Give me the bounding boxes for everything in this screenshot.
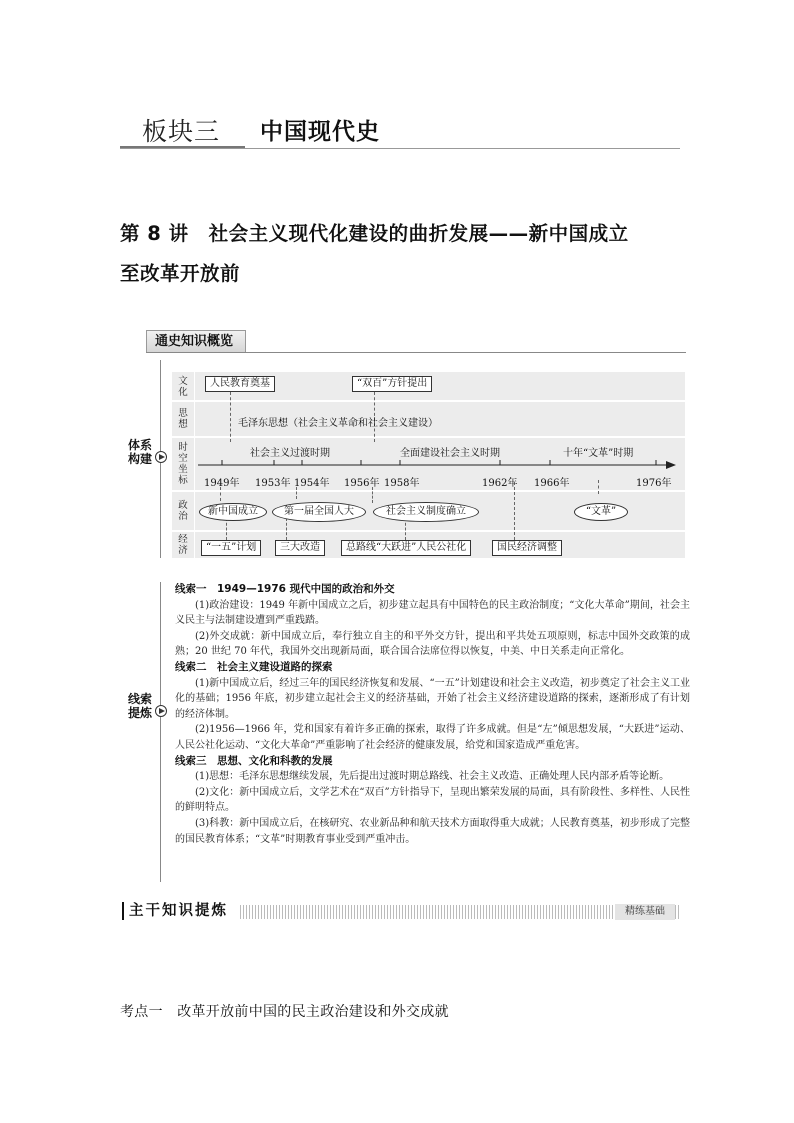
clue-heading: 线索三 思想、文化和科教的发展 bbox=[175, 754, 333, 767]
dash-sanda bbox=[286, 518, 287, 540]
play-icon bbox=[155, 705, 167, 717]
dash-1956 bbox=[372, 487, 373, 503]
row-label-culture: 文 化 bbox=[178, 376, 188, 398]
overview-side-label bbox=[126, 438, 154, 466]
year-1949: 1949年 bbox=[204, 478, 240, 489]
year-1956: 1956年 bbox=[344, 478, 380, 489]
dash-1949 bbox=[220, 487, 221, 501]
lecture-title bbox=[120, 214, 690, 294]
row-label-divider bbox=[194, 372, 195, 558]
play-icon bbox=[155, 451, 167, 463]
dash-1962 bbox=[514, 482, 515, 540]
culture-item-education: 人民教育奠基 bbox=[205, 376, 275, 392]
row-label-thought: 思 想 bbox=[178, 408, 188, 430]
year-1962: 1962年 bbox=[482, 478, 518, 489]
clues-side-label-2: 提炼 bbox=[127, 706, 152, 720]
dash-education bbox=[230, 392, 231, 442]
band-pattern bbox=[240, 905, 680, 919]
overview-side-label-1: 体系 bbox=[127, 438, 152, 452]
clues-side-line bbox=[160, 582, 161, 882]
dash-yiwu bbox=[226, 518, 227, 540]
timeline-axis bbox=[196, 458, 678, 472]
clues-list bbox=[175, 582, 690, 847]
clue-paragraph: (1)思想：毛泽东思想继续发展，先后提出过渡时期总路线、社会主义改造、正确处理人民内部矛盾等论断。 bbox=[195, 771, 670, 783]
clue-paragraph: (1)政治建设：1949 年新中国成立之后，初步建立起具有中国特色的民主政治制度；“文化大革命”期间，社会主义民主与法制建设遭到严重践踏。 bbox=[175, 599, 690, 627]
period-full-construction: 全面建设社会主义时期 bbox=[400, 448, 500, 459]
lecture-title-line1: 第 8 讲 社会主义现代化建设的曲折发展——新中国成立 bbox=[120, 222, 629, 245]
year-1958: 1958年 bbox=[384, 478, 420, 489]
row-label-timeline: 时 空 坐 标 bbox=[178, 442, 188, 486]
clue-paragraph: (2)外交成就：新中国成立后，奉行独立自主的和平外交方针，提出和平共处五项原则，标志中国外交政策的成熟；20 世纪 70 年代，我国外交出现新局面，联合国合法席位得以恢复，中美、中日关系走向正常化。 bbox=[175, 630, 690, 658]
point-heading: 考点一 改革开放前中国的民主政治建设和外交成就 bbox=[120, 1004, 449, 1020]
lecture-title-line2: 至改革开放前 bbox=[120, 262, 241, 285]
politics-founding: 新中国成立 bbox=[199, 503, 267, 521]
band-tag: 精练基础 bbox=[615, 904, 675, 920]
culture-item-shuangbai: “双百”方针提出 bbox=[352, 376, 432, 392]
period-transition: 社会主义过渡时期 bbox=[250, 448, 330, 459]
politics-socialism-established: 社会主义制度确立 bbox=[373, 502, 479, 522]
section-tab-label: 板块三 bbox=[142, 117, 221, 146]
timeline-arrow-head bbox=[666, 461, 676, 469]
row-label-economy: 经 济 bbox=[178, 534, 188, 556]
clue-heading: 线索一 1949—1976 现代中国的政治和外交 bbox=[175, 583, 395, 595]
band-title: 主干知识提炼 bbox=[122, 902, 228, 920]
clues-side-label-1: 线索 bbox=[127, 692, 152, 706]
economy-adjustment: 国民经济调整 bbox=[492, 540, 562, 556]
clue-paragraph: (2)1956—1966 年，党和国家有着许多正确的探索，取得了许多成就。但是“左”倾思想发展，“大跃进”运动、人民公社化运动、“文化大革命”严重影响了社会经济的健康发展，给党和国家造成严重危害。 bbox=[175, 724, 690, 751]
dash-wenge bbox=[598, 480, 599, 494]
politics-first-npc: 第一届全国人大 bbox=[272, 502, 366, 522]
economy-three-transformations: 三大改造 bbox=[275, 540, 325, 556]
overview-tab: 通史知识概览 bbox=[146, 330, 246, 352]
section-underline bbox=[120, 148, 680, 149]
section-tab bbox=[120, 112, 245, 148]
politics-wenge: “文革” bbox=[574, 503, 628, 521]
economy-great-leap: 总路线“大跃进”人民公社化 bbox=[341, 540, 471, 556]
year-1976: 1976年 bbox=[636, 478, 672, 489]
row-label-politics: 政 治 bbox=[178, 500, 188, 522]
period-wenge: 十年“文革”时期 bbox=[563, 448, 634, 459]
year-1953: 1953年 bbox=[255, 478, 291, 489]
year-1966: 1966年 bbox=[534, 478, 570, 489]
economy-first-five-year-plan: “一五”计划 bbox=[201, 540, 261, 556]
section-header bbox=[120, 112, 680, 152]
year-1954: 1954年 bbox=[294, 478, 330, 489]
clue-paragraph: (2)文化：新中国成立后，文学艺术在“双百”方针指导下，呈现出繁荣发展的局面，具有阶段性、多样性、人民性的鲜明特点。 bbox=[175, 786, 690, 814]
clues-side-label bbox=[126, 692, 154, 720]
clue-paragraph: (3)科教：新中国成立后，在核研究、农业新品种和航天技术方面取得重大成就；人民教育奠基，初步形成了完整的国民教育体系；“文革”时期教育事业受到严重冲击。 bbox=[175, 817, 690, 845]
overview-rule bbox=[146, 352, 686, 353]
thought-text: 毛泽东思想（社会主义革命和社会主义建设） bbox=[238, 418, 438, 429]
clue-heading: 线索二 社会主义建设道路的探索 bbox=[175, 660, 333, 673]
overview-side-label-2: 构建 bbox=[127, 452, 152, 466]
clue-paragraph: (1)新中国成立后，经过三年的国民经济恢复和发展、“一五”计划建设和社会主义改造，初步奠定了社会主义工业化的基础；1956 年底，初步建立起社会主义的经济基础，开始了社会主义经济建设道路的探索，逐渐形成了有计划的经济体制。 bbox=[175, 677, 690, 720]
section-title: 中国现代史 bbox=[260, 119, 380, 145]
